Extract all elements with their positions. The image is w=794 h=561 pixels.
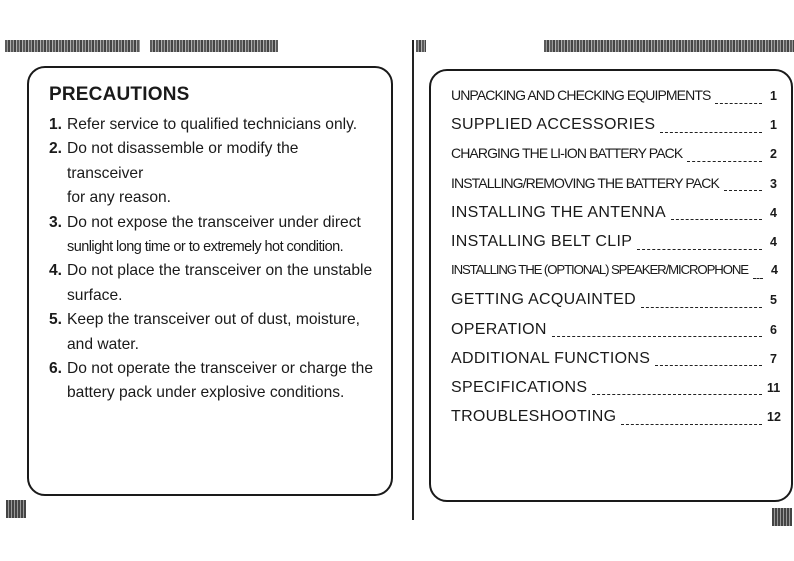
toc-entry[interactable] [451,408,781,437]
toc-title: SUPPLIED ACCESSORIES [451,116,656,134]
item-number: 2. [49,140,63,158]
toc-title: SPECIFICATIONS [451,378,588,396]
item-line: sunlight long time or to extremely hot condition. [67,239,344,256]
item-line: Do not place the transceiver on the unstable [67,262,373,280]
toc-page-number: 6 [770,322,777,337]
toc-title: CHARGING THE LI-ION BATTERY PACK [451,145,683,162]
toc-entry[interactable] [451,262,777,291]
toc-page-number: 4 [771,263,778,278]
toc-entry[interactable] [451,145,777,174]
toc-entry[interactable] [451,87,777,116]
precaution-item [49,308,373,357]
toc-page-number: 3 [770,176,777,191]
toc-leader [592,394,762,396]
toc-leader [660,132,762,134]
item-line: Do not operate the transceiver or charge the [67,360,373,378]
scan-strip [5,40,140,52]
toc-title: ADDITIONAL FUNCTIONS [451,349,651,367]
item-number: 6. [49,360,63,378]
item-line: Keep the transceiver out of dust, moisture, [67,311,360,329]
toc-page-number: 1 [770,118,777,133]
item-line: Do not expose the transceiver under direct [67,213,361,231]
toc-title: INSTALLING THE (OPTIONAL) SPEAKER/MICROPHONE [451,262,748,278]
contents-box [429,69,793,502]
item-number: 3. [49,213,63,231]
toc-entry[interactable] [451,350,777,379]
toc-entry[interactable] [451,175,777,204]
toc-page-number: 5 [770,293,777,308]
precaution-item [49,357,373,406]
toc-entry[interactable] [451,291,777,320]
toc-leader [655,365,762,367]
toc-leader [621,424,762,426]
toc-page-number: 1 [770,89,777,103]
precaution-item [49,137,373,210]
toc-entry[interactable] [451,233,777,262]
scan-mark [772,508,792,526]
precaution-item [49,113,373,137]
toc-page-number: 11 [767,380,781,395]
item-number: 5. [49,311,63,329]
toc-page-number: 4 [770,205,777,220]
toc-title: GETTING ACQUAINTED [451,291,636,309]
scan-strip [150,40,278,52]
precaution-item [49,259,373,308]
toc-page-number: 7 [770,351,777,366]
item-number: 4. [49,262,63,280]
toc-leader [687,161,762,163]
toc-entry[interactable] [451,378,781,408]
toc-title: TROUBLESHOOTING [451,408,617,426]
toc-leader [641,307,762,309]
toc-title: INSTALLING THE ANTENNA [451,203,666,221]
toc-entry[interactable] [451,204,777,233]
toc-entry[interactable] [451,321,777,350]
item-line: for any reason. [67,189,172,207]
toc-title: UNPACKING AND CHECKING EQUIPMENTS [451,87,711,103]
scan-strip [544,40,794,52]
item-number: 1. [49,116,63,133]
toc-leader [552,336,762,338]
item-line: battery pack under explosive conditions. [67,384,345,402]
toc-leader [671,219,762,221]
item-line: surface. [67,286,123,304]
toc-page-number: 4 [770,234,777,249]
toc-title: OPERATION [451,320,547,338]
toc-leader [753,278,763,280]
right-page [414,0,793,561]
item-line: and water. [67,335,139,353]
toc-page-number: 12 [767,410,781,425]
item-line: Do not disassemble or modify the transceiver [67,140,299,182]
toc-entry[interactable] [451,116,777,145]
toc-leader [637,249,762,251]
precaution-item [49,211,373,260]
scan-mark [6,500,26,518]
toc-page-number: 2 [770,147,777,162]
toc-title: INSTALLING BELT CLIP [451,232,633,250]
toc-leader [715,103,762,105]
toc-leader [724,190,762,192]
scan-strip [416,40,426,52]
item-line: Refer service to qualified technicians only. [67,116,358,133]
precautions-list [49,113,373,406]
table-of-contents [451,87,781,437]
toc-title: INSTALLING/REMOVING THE BATTERY PACK [451,174,719,191]
precautions-box [27,66,393,496]
precautions-heading: PRECAUTIONS [49,84,190,105]
